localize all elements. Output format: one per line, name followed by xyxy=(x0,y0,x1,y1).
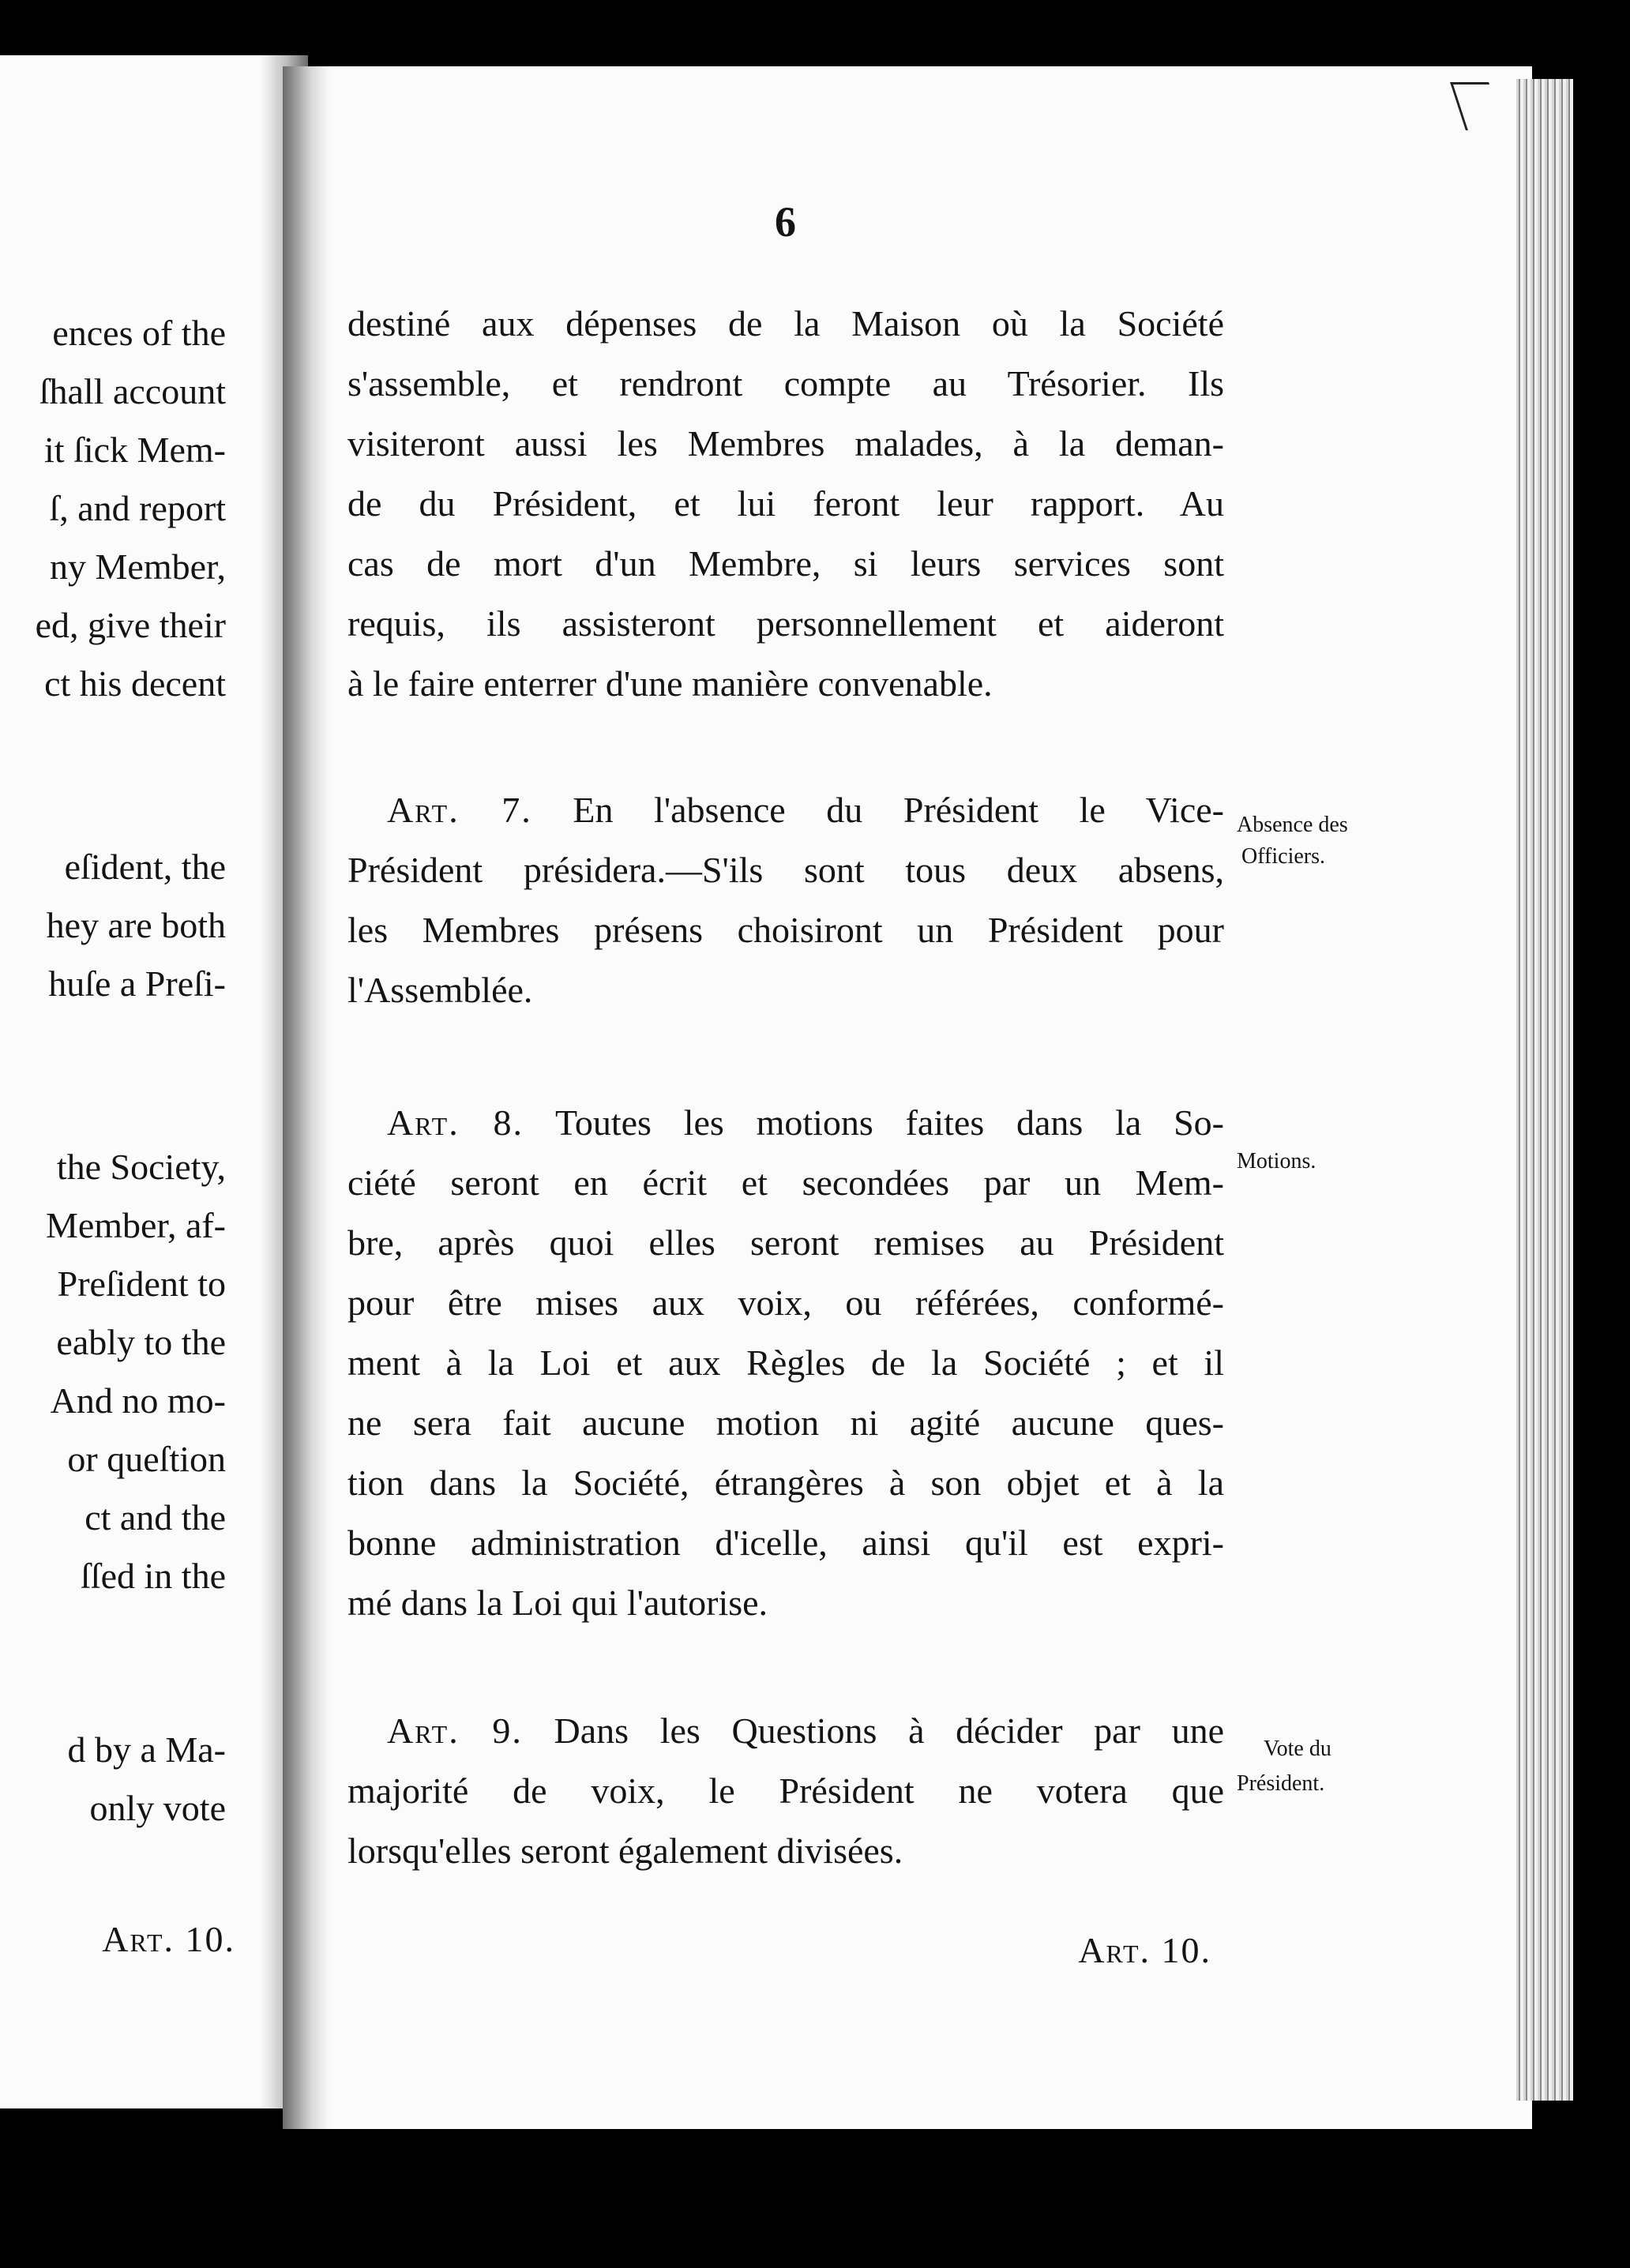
text-line: Toutes les motions faites dans la So- xyxy=(554,1102,1224,1143)
margin-note: Président. xyxy=(1237,1771,1325,1796)
margin-note: Absence des xyxy=(1237,813,1348,837)
left-page-line: ny Member, xyxy=(50,546,226,587)
left-page-line: eſident, the xyxy=(64,847,226,887)
text-line: Président présidera.—S'ils sont tous deux absens, xyxy=(347,850,1224,890)
left-page-line: huſe a Preſi- xyxy=(48,963,226,1004)
text-line: bre, après quoi elles seront remises au Président xyxy=(347,1222,1224,1263)
text-line: ne sera fait aucune motion ni agité aucune ques- xyxy=(347,1402,1224,1443)
left-page-line: eably to the xyxy=(56,1322,226,1362)
left-page-line: ſſed in the xyxy=(81,1556,226,1596)
article-7-first-line xyxy=(387,787,1224,834)
left-page-line: ct his decent xyxy=(44,663,226,704)
left-page-line: ences of the xyxy=(52,313,226,353)
left-page-line: Member, af- xyxy=(45,1205,226,1245)
text-line: lorsqu'elles seront également divisées. xyxy=(347,1831,903,1871)
text-line: s'assemble, et rendront compte au Trésorier. Ils xyxy=(347,363,1224,404)
left-page-line: hey are both xyxy=(46,905,226,945)
margin-note: Officiers. xyxy=(1241,844,1325,869)
margin-note: Vote du xyxy=(1264,1737,1331,1761)
catchword: Art. 10. xyxy=(1078,1930,1211,1970)
text-line: de du Président, et lui feront leur rapport. Au xyxy=(347,483,1224,524)
text-line: bonne administration d'icelle, ainsi qu'il est expri- xyxy=(347,1523,1224,1563)
left-page-line: ſ, and report xyxy=(49,488,226,528)
article-label: Art. 8. xyxy=(387,1102,524,1143)
text-line: à le faire enterrer d'une manière convenable. xyxy=(347,663,993,704)
page-number: 6 xyxy=(775,198,796,246)
left-page-line: the Society, xyxy=(56,1147,226,1187)
left-page-line: Preſident to xyxy=(57,1264,226,1304)
text-line: requis, ils assisteront personnellement et aideront xyxy=(347,603,1224,644)
article-9-first-line xyxy=(387,1707,1224,1755)
left-page-line: it ſick Mem- xyxy=(44,430,226,470)
text-line: destiné aux dépenses de la Maison où la Société xyxy=(347,303,1224,344)
left-page-line: ct and the xyxy=(85,1497,226,1538)
article-label: Art. 9. xyxy=(387,1710,523,1751)
text-line: les Membres présens choisiront un Président pour xyxy=(347,910,1224,950)
text-line: Dans les Questions à décider par une xyxy=(554,1710,1224,1751)
left-page-line: or queſtion xyxy=(67,1439,226,1479)
text-line: ciété seront en écrit et secondées par un Mem- xyxy=(347,1162,1224,1203)
text-line: ment à la Loi et aux Règles de la Société ; et il xyxy=(347,1342,1224,1383)
article-label: Art. 7. xyxy=(387,790,532,830)
text-line: majorité de voix, le Président ne votera que xyxy=(347,1770,1224,1811)
text-line: l'Assemblée. xyxy=(347,970,533,1010)
left-page-line: ſhall account xyxy=(39,371,226,411)
text-line: En l'absence du Président le Vice- xyxy=(573,790,1224,830)
left-page-line: only vote xyxy=(89,1788,226,1828)
text-line: cas de mort d'un Membre, si leurs services sont xyxy=(347,543,1224,584)
right-page-gutter-shadow xyxy=(283,66,330,2129)
left-page-line: And no mo- xyxy=(50,1380,226,1421)
left-page-catchword: Art. 10. xyxy=(102,1919,235,1959)
page-edges xyxy=(1516,79,1573,2101)
margin-note: Motions. xyxy=(1237,1149,1316,1173)
text-line: visiteront aussi les Membres malades, à la deman- xyxy=(347,423,1224,464)
text-line: pour être mises aux voix, ou référées, conformé- xyxy=(347,1282,1224,1323)
left-page-line: ed, give their xyxy=(35,605,226,645)
article-8-first-line xyxy=(387,1099,1224,1147)
text-line: mé dans la Loi qui l'autorise. xyxy=(347,1583,768,1623)
left-page-line: d by a Ma- xyxy=(67,1729,226,1770)
text-line: tion dans la Société, étrangères à son objet et à la xyxy=(347,1463,1224,1503)
